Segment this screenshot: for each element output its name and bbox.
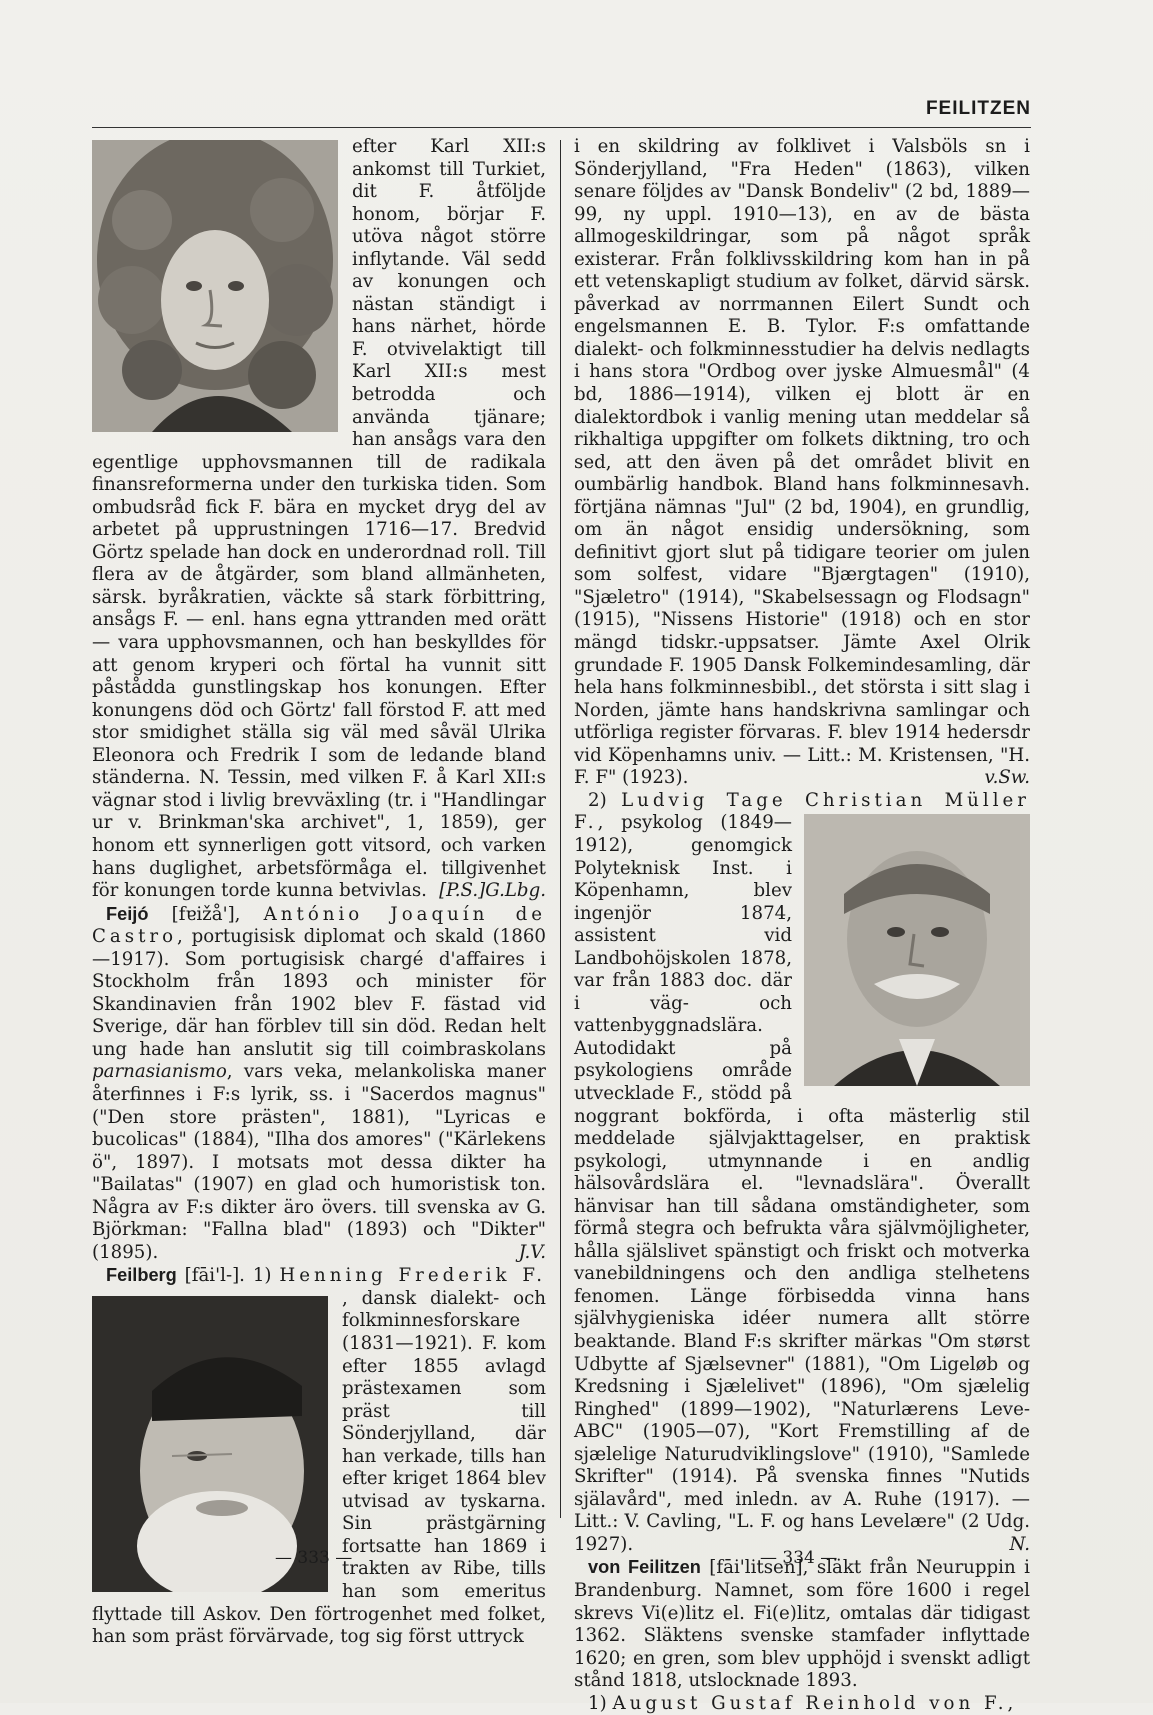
right-column xyxy=(574,136,1030,1715)
page-number-right: — 334 — xyxy=(760,1548,838,1568)
article-feilberg-continuation: i en skildring av folklivet i Valsböls sn i Sönderjylland, "Fra Heden" (1863), vilken senare följdes av "Dansk Bondeliv" (2 bd, 1889—99, ny uppl. 1910—13), en av de bästa allmogeskildringar, som på något språk existerar. Från folklivsskildring kom han in på ett vetenskapligt studium av folket, därvid särsk. påverkad av norrmannen Eilert Sundt och engelsmannen E. B. Tylor. F:s omfattande dialekt- och folkminnesstudier ha delvis nedlagts i hans stora "Ordbog over jyske Almuesmål" (4 bd, 1886—1914), vilken ej blott är en dialektordbok i vanlig mening utan meddelar så rikhaltiga uppgifter om folkets diktning, tro och sed, att den även på det området blivit en oumbärlig handbok. Bland hans folkminnesavh. förtjäna nämnas "Jul" (2 bd, 1904), en grundlig, om än något ensidig undersökning, som definitivt gjort slut på tidigare teorier om julen som solfest, vidare "Bjærgtagen" (1910), "Sjæletro" (1914), "Skabelsessagn og Flodsagn" (1915), "Nissens Historie" (1918) och en stor mängd tidskr.-uppsatser. Jämte Axel Olrik grundade F. 1905 Dansk Folkemindesamling, där hela hans folkminnesbibl., det största i sitt slag i Norden, jämte hans handskrivna samlingar och utförliga register förvaras. F. blev 1914 hedersdr vid Köpenhamns univ. — Litt.: M. Kristensen, "H. F. F" (1923). v.Sw. xyxy=(574,136,1030,789)
headword: Feilberg xyxy=(106,1265,177,1286)
portrait-mustache-icon xyxy=(804,814,1030,1086)
header-rule xyxy=(92,127,1031,128)
signature: [P.S.]G.Lbg. xyxy=(439,880,546,902)
article-ludvig: 2) Ludvig Tage Christian Müller F. , psykolog (1849—1912), genomgick Polyteknisk Inst. i Köpenhamn, blev ingenjör 1874, assistent vid Landbohöjskolen 1878, var från 1883 doc. där i väg- och vattenbyggnadslära. Autodidakt på psykologiens område utvecklade F., stödd på noggrant bokförda, i ofta mästerlig stil meddelade självjakttagelser, en praktisk psykologi, utmynnande i en andlig hälsovårdslära el. "levnadslära". Överallt hänvisar han till sådana omständigheter, som förmå stegra och befrukta våra självmöjligheter, hålla själslivet spänstigt och friskt och motverka vanebildningens och den andliga stelhetens fenomen. Länge förbisedda vinna hans självhygieniska idéer numera allt större beaktande. Bland F:s skrifter märkas "Om størst Udbytte af Sjælsevner" (1881), "Om Ligeløb og Kredsning i Sjælelivet" (1896), "Om sjælelig Ringhed" (1899—1902), "Naturlærens Leve-ABC" (1905—07), "Kort Fremstilling af de sjælelige Naturudviklingslove" (1910), "Samlede Skrifter" (1914). På svenska finnes "Nutids själavård", med inledn. av A. Ruhe (1917). — Litt.: V. Cavling, "L. F. og hans Levelære" (2 Udg. 1927). N. xyxy=(574,789,1030,1555)
headword: von Feilitzen xyxy=(588,1557,701,1578)
article-karl-xii-continuation: efter Karl XII:s ankomst till Turkiet, dit F. åtföljde honom, börjar F. utöva något större inflytande. Väl sedd av konungen och nästan ständigt i hans närhet, hörde F. otvivelaktigt till Karl XII:s mest betrodda och använda tjänare; han ansågs vara den egentlige upphovsmannen till de radikala finansreformerna under den turkiska tiden. Som ombudsråd fick F. bära en mycket dryg del av arbetet på upprustningen 1716—17. Bredvid Görtz spelade han dock en underordnad roll. Till flera av de åtgärder, som bland allmänheten, särsk. byråkratien, väckte så stark förbittring, ansågs F. — enl. hans egna yttranden med orätt — vara upphovsmannen, och han beskylldes för att genom kryperi och förtal ha vunnit sitt påstådda gunstlingskap hos konungen. Efter konungens död och Görtz' fall förstod F. att med stor smidighet ställa sig väl med såväl Ulrika Eleonora och Fredrik I som de ledande bland ständerna. N. Tessin, med vilken F. å Karl XII:s vägnar stod i livlig brevväxling (tr. i "Handlingar ur v. Brinkman'ska archivet", 1, 1859), ger honom ett synnerligen gott vitsord, och varken hans duglighet, arbetsförmåga el. tillgivenhet för konungen torde kunna betvivlas. [P.S.]G.Lbg. xyxy=(92,136,546,902)
signature: v.Sw. xyxy=(984,767,1030,789)
article-von-feilitzen: von Feilitzen [fāi'litsen], släkt från Neuruppin i Brandenburg. Namnet, som före 1600 i regel skrevs Vi(e)litz el. Fi(e)litz, omtalas där tidigast 1362. Släktens svenske stamfader inflyttade 1620; en gren, som blev upphöjd i svenskt adligt stånd 1818, utslocknade 1893. xyxy=(574,1557,1030,1692)
signature: N. xyxy=(1009,1533,1030,1555)
page-number-left: — 333 — xyxy=(275,1548,353,1568)
left-column xyxy=(92,136,546,1649)
headword: Feijó xyxy=(106,903,149,924)
italic-term: parnasianismo xyxy=(92,1061,227,1083)
article-feijo: Feijó [fɐižå'], António Joaquín de Castro, portugisisk diplomat och skald (1860—1917). Som portugisisk chargé d'affaires i Stockholm från 1893 och minister för Skandinavien från 1902 blev F. fästad vid Sverige, där han förblev till sin död. Redan helt ung hade han anslutit sig till coimbraskolans parnasianismo, vars veka, melankoliska maner återfinnes i F:s lyrik, ss. i "Sacerdos magnus" ("Den store prästen", 1881), "Lyricas e bucolicas" (1884), "Ilha dos amores" ("Kärlekens ö", 1897). I motsats mot dessa dikter ha "Bailatas" (1907) en glad och humoristisk ton. Några av F:s dikter äro övers. till svenska av G. Björkman: "Fallna blad" (1893) och "Dikter" (1895). J.V. xyxy=(92,903,546,1263)
running-head: FEILITZEN xyxy=(925,98,1031,119)
portrait-wig-icon xyxy=(92,140,338,432)
article-august: 1) August Gustaf Reinhold von F., xyxy=(588,1692,1018,1714)
person-name: António Joaquín de Castro xyxy=(92,903,546,948)
person-name: Ludvig Tage Christian Müller F. xyxy=(574,789,1030,834)
portrait-mustache xyxy=(804,814,1030,1086)
person-name: August Gustaf Reinhold von F., xyxy=(612,1692,1018,1714)
article-feilberg: Feilberg [fāi'l-]. 1) Henning Frederik F. , dansk dialekt- och folkminnesforskare (1831—1921). F. kom efter 1855 avlagd prästexamen som präst till Sönderjylland, där han verkade, tills han efter kriget 1864 blev utvisad av tyskarna. Sin prästgärning fortsatte han 1869 i trakten av Ribe, tills han som emeritus flyttade till Askov. Den förtrogenhet med folket, han som präst förvärvade, tog sig först uttryck xyxy=(92,1265,546,1648)
person-name: Henning Frederik F. xyxy=(279,1265,546,1287)
signature: J.V. xyxy=(518,1241,546,1263)
portrait-bearded-wig xyxy=(92,140,338,432)
column-divider xyxy=(560,140,561,1518)
